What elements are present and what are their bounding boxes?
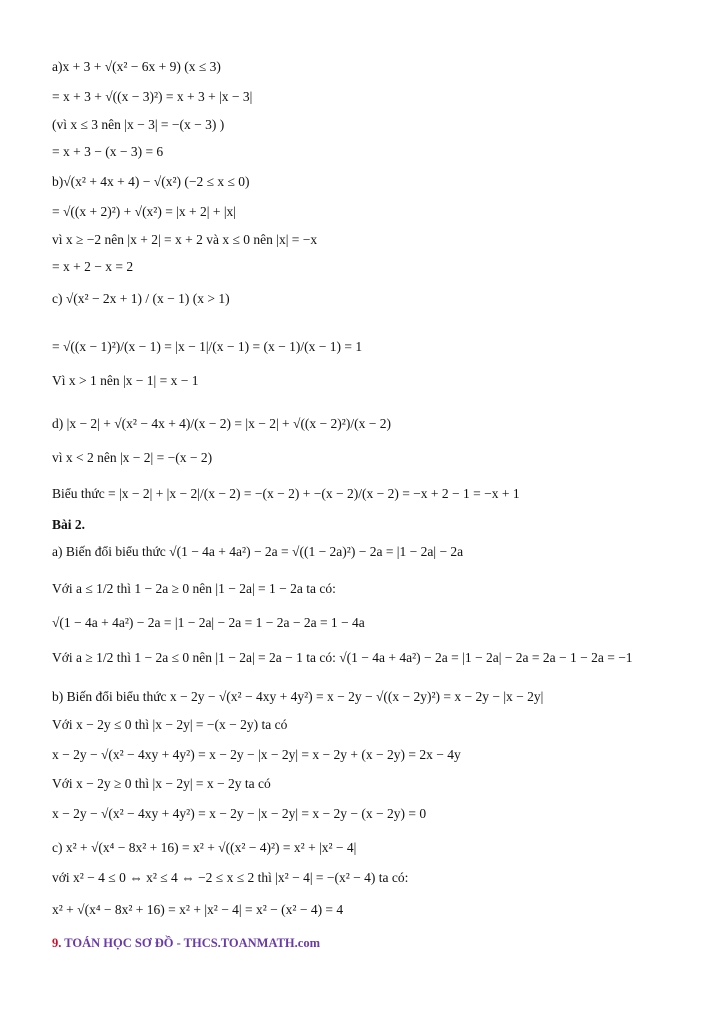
math-line: c) √(x² − 2x + 1) / (x − 1) (x > 1) [52,291,230,306]
math-line: b)√(x² + 4x + 4) − √(x²) (−2 ≤ x ≤ 0) [52,174,250,189]
math-line: √(1 − 4a + 4a²) − 2a = |1 − 2a| − 2a = 1 − 2a − 2a = 1 − 4a [52,615,365,630]
math-line: (vì x ≤ 3 nên |x − 3| = −(x − 3) ) [52,117,225,132]
math-line: = x + 2 − x = 2 [52,259,134,274]
math-line: vì x < 2 nên |x − 2| = −(x − 2) [52,450,213,465]
math-line: Với a ≥ 1/2 thì 1 − 2a ≤ 0 nên |1 − 2a| = 2a − 1 ta có: √(1 − 4a + 4a²) − 2a = |1 − 2a| − 2a = 2a − 1 − 2a = −1 [52,650,633,665]
math-line: = x + 3 + √((x − 3)²) = x + 3 + |x − 3| [52,89,253,104]
math-line: d) |x − 2| + √(x² − 4x + 4)/(x − 2) = |x − 2| + √((x − 2)²)/(x − 2) [52,416,391,431]
math-line: Vì x > 1 nên |x − 1| = x − 1 [52,373,199,388]
math-line: x − 2y − √(x² − 4xy + 4y²) = x − 2y − |x − 2y| = x − 2y + (x − 2y) = 2x − 4y [52,747,461,762]
math-line: với x² − 4 ≤ 0 ⇔ x² ≤ 4 ⇔ −2 ≤ x ≤ 2 thì |x² − 4| = −(x² − 4) ta có: [52,870,409,885]
math-line: Với x − 2y ≤ 0 thì |x − 2y| = −(x − 2y) ta có [52,717,288,732]
footer-text: TOÁN HỌC SƠ ĐỒ - THCS.TOANMATH.com [64,936,320,950]
math-line: c) x² + √(x⁴ − 8x² + 16) = x² + √((x² − 4)²) = x² + |x² − 4| [52,840,357,855]
math-line: Với x − 2y ≥ 0 thì |x − 2y| = x − 2y ta có [52,776,271,791]
math-line: = x + 3 − (x − 3) = 6 [52,144,164,159]
math-line: Biểu thức = |x − 2| + |x − 2|/(x − 2) = −(x − 2) + −(x − 2)/(x − 2) = −x + 2 − 1 = −x + 1 [52,486,520,501]
math-line: x − 2y − √(x² − 4xy + 4y²) = x − 2y − |x − 2y| = x − 2y − (x − 2y) = 0 [52,806,427,821]
footer [52,936,320,951]
math-line: a)x + 3 + √(x² − 6x + 9) (x ≤ 3) [52,59,221,74]
math-line: b) Biến đổi biểu thức x − 2y − √(x² − 4xy + 4y²) = x − 2y − √((x − 2y)²) = x − 2y − |x − 2y| [52,689,544,704]
page-number: 9. [52,936,62,950]
math-line: Với a ≤ 1/2 thì 1 − 2a ≥ 0 nên |1 − 2a| = 1 − 2a ta có: [52,581,336,596]
section-title: Bài 2. [52,517,86,532]
math-line: x² + √(x⁴ − 8x² + 16) = x² + |x² − 4| = x² − (x² − 4) = 4 [52,902,344,917]
math-line: = √((x − 1)²)/(x − 1) = |x − 1|/(x − 1) = (x − 1)/(x − 1) = 1 [52,339,363,354]
math-line: a) Biến đổi biểu thức √(1 − 4a + 4a²) − 2a = √((1 − 2a)²) − 2a = |1 − 2a| − 2a [52,544,464,559]
math-line: = √((x + 2)²) + √(x²) = |x + 2| + |x| [52,204,237,219]
math-line: vì x ≥ −2 nên |x + 2| = x + 2 và x ≤ 0 nên |x| = −x [52,232,318,247]
